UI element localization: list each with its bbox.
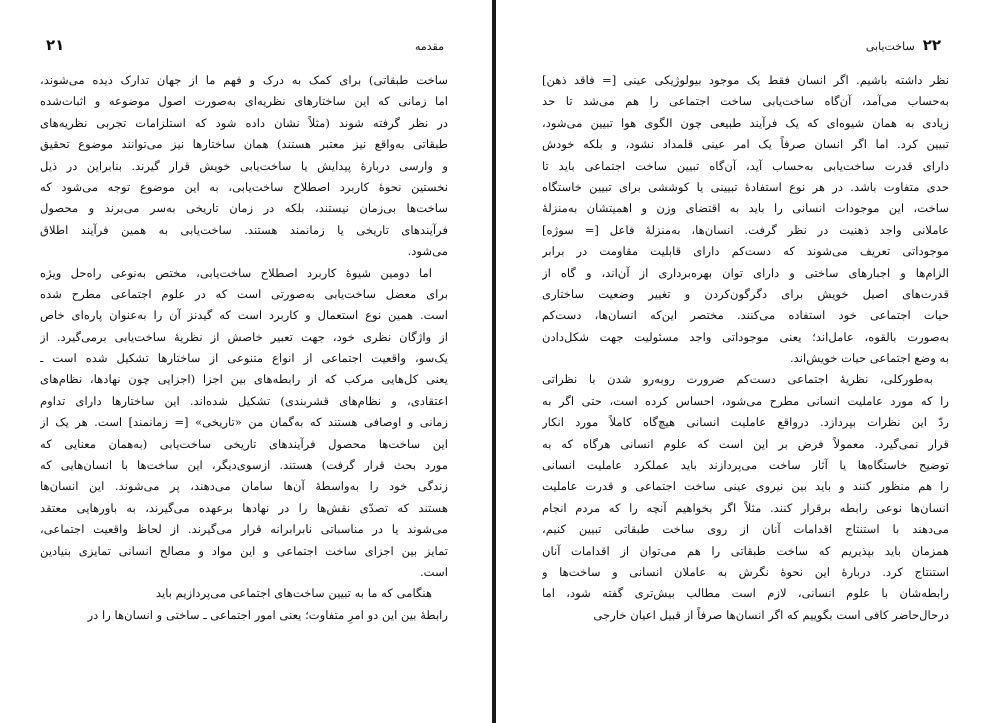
page-body xyxy=(40,70,448,626)
text-line: حیات اجتماعی خود استفاده می‌کنند. مختصر این‌که انسان‌ها، دست‌کم xyxy=(542,308,949,323)
text-line: در نظر گرفته شوند (مثلاً نشان داده شود که استلزامات تجربی نظریه‌های xyxy=(40,115,448,130)
text-line: است. xyxy=(419,564,448,579)
text-line: تبیین کرد. اما اگر انسان صرفاً یک امر عینی قلمداد نشود، و بلکه خودش xyxy=(542,137,949,152)
text-line: حدی متفاوت باشد. در هر نوع استفادهٔ تبیینی یا کوششی برای تبیین خاستگاه xyxy=(542,179,949,194)
text-line: به‌صورت بالقوه، عامل‌اند؛ یعنی موجوداتی واجد مسئولیت جهت شکل‌دادن xyxy=(542,329,949,344)
running-title: ساخت‌یابی xyxy=(865,40,915,53)
book-gutter xyxy=(492,0,496,723)
text-line: می‌شود. xyxy=(407,244,448,259)
text-line: زیادی به همان شیوه‌ای که یک فرآیند طبیعی چون الگوی هوا تبیین می‌شود، xyxy=(542,115,949,130)
text-line: به‌حساب می‌آمد، آن‌گاه ساخت‌یابی ساخت اجتماعی را هم می‌شد تا حد xyxy=(542,94,949,109)
text-line: به‌طورکلی، نظریهٔ اجتماعی دست‌کم ضرورت روبه‌رو شدن با نظراتی xyxy=(542,372,933,387)
page-header xyxy=(546,36,941,58)
text-line: طبقاتی به‌واقع نیز معتبر هستند) همان ساختارها نیز می‌توانند موضوع تحقیق xyxy=(40,137,448,152)
text-line: یعنی کل‌هایی مرکب که از رابطه‌های بین اجزا (اجزایی چون نهادها، نظام‌های xyxy=(40,372,448,387)
text-line: قدرت‌های اصیل خویش برای دگرگون‌کردن و تغییر وضعیت ساختاری xyxy=(542,286,949,301)
text-line: قرار نمی‌گیرد. معمولاً فرض بر این است که علوم انسانی هرگاه که به xyxy=(542,436,949,451)
text-line: یک‌سو، واقعیت اجتماعی از انواع متنوعی از ساختارها تشکیل شده است ـ xyxy=(40,351,448,366)
text-line: برای معضل ساخت‌یابی به‌صورتی است که در علوم اجتماعی مطرح شده xyxy=(40,286,448,301)
text-line: مورد بحث قرار گرفت) هستند. ازسوی‌دیگر، این ساخت‌ها با انسان‌هایی که xyxy=(40,458,448,473)
text-line: اعتقادی، و نظام‌های قشربندی) تشکیل شده‌اند. این ساختارها دارای تداوم xyxy=(40,393,448,408)
text-line: الزام‌ها و اجبارهای ساختی و دارای توان بهره‌برداری از آن‌اند، و گاه از xyxy=(542,265,949,280)
text-line: ساخت، این موجودات انسانی را باید به اقتضای وزن و اهمیتشان به‌منزلهٔ xyxy=(542,201,949,216)
text-line: رابطهٔ بین این دو امرِ متفاوت؛ یعنی امور اجتماعی ـ ساختی و انسان‌ها را در xyxy=(87,607,448,622)
page-body xyxy=(542,70,949,626)
left-page xyxy=(0,0,492,723)
text-line: را که مورد عاملیت انسانی مطرح می‌شود، احساس کرده است، حتی اگر به xyxy=(542,393,949,408)
text-line: را هم منظور کنند و باید بین نیروی عینی ساخت اجتماعی و قدرت عاملیت xyxy=(542,479,949,494)
text-line: این ساخت‌ها محصول فرآیندهای تاریخی ساخت‌یابی (به‌همان معنایی که xyxy=(40,436,448,451)
text-line: تمایز بین اجزای ساخت اجتماعی و این مواد و مصالح انسانی تمایزی بنیادین xyxy=(40,543,448,558)
text-line: دارای قدرت ساخت‌یابی به‌حساب آید، آن‌گاه تبیین ساخت اجتماعی باید تا xyxy=(542,158,949,173)
text-line: از واژگان نظری خود، جهت تعبیر خاصش از نظریهٔ ساخت‌یابی برمی‌گیرد. از xyxy=(40,329,448,344)
text-line: ردّ این نظرات بپردازد. درواقع عاملیت انسانی هیچ‌گاه کاملاً مورد انکار xyxy=(542,415,949,430)
text-line: نخستین نحوهٔ کاربرد اصطلاح ساخت‌یابی، به این موضوع توجه می‌شود که xyxy=(40,179,448,194)
page-number: ۲۱ xyxy=(46,36,65,54)
text-line: ساخت‌ها بی‌زمان نیستند، بلکه در زمان تاریخی به‌سر می‌برند و محصول xyxy=(40,201,448,216)
text-line: زندگی خود را به‌واسطهٔ آن‌ها سامان می‌دهند، پر می‌شوند. این انسان‌ها xyxy=(40,479,448,494)
text-line: زمانی و اوصافی هستند که به‌گمان من «تاریخی» [= زمانمند] است. هر یک از xyxy=(40,415,448,430)
text-line: نظر داشته باشیم. اگر انسان فقط یک موجود بیولوژیکی عینی [= فاقد ذهن] xyxy=(542,73,949,87)
text-line: رابطه‌شان با علوم انسانی، لازم است مطالب بیش‌تری گفته شود، اما xyxy=(542,586,949,601)
page-header xyxy=(46,36,444,58)
text-line: اما دومین شیوهٔ کاربرد اصطلاح ساخت‌یابی، مختص به‌نوعی راه‌حل ویژه xyxy=(40,265,432,280)
text-line: ساخت طبقاتی) برای کمک به درک و فهم ما از جهان تدارک دیده می‌شوند، xyxy=(40,73,448,87)
text-line: است. همین نوع استعمال و کاربرد است که گیدنز آن را به‌عنوان پاره‌ای خاص xyxy=(40,308,448,323)
text-line: اما زمانی که این ساختارهای نظریه‌ای به‌صورت اصول موضوعه و اثبات‌شده xyxy=(40,94,448,109)
right-page xyxy=(496,0,987,723)
text-line: توضیح خاستگاه‌ها یا آثار ساخت می‌پردازند باید عملکرد عاملیت انسانی xyxy=(542,458,949,473)
page-number: ۲۲ xyxy=(922,36,941,54)
text-line: می‌دهند با استنتاج اقدامات آنان از روی ساخت طبقاتی تبیین کنیم، xyxy=(542,522,949,537)
text-line: موجوداتی تعریف می‌شوند که دست‌کم دارای قابلیت مقاومت در برابر xyxy=(542,244,949,259)
text-line: و وارسی درباره‌ٔ پیدایش یا ساخت‌یابی خویش قرار گیرند. بنابراین در ذیل xyxy=(40,158,448,173)
text-line: انسان‌ها نوعی رابطه برقرار کنند. مثلاً اگر بخواهیم آنچه را که مردم انجام xyxy=(542,500,949,515)
text-line: عاملانی واجد ذهنیت در نظر گرفت. انسان‌ها، به‌منزلهٔ فاعل [= سوژه] xyxy=(542,222,949,237)
running-title: مقدمه xyxy=(414,40,444,53)
text-line: استنتاج کرد. دربارهٔ این نحوهٔ نگرش به عاملان انسانی و ساخت‌ها و xyxy=(542,564,949,579)
text-line: به وضع اجتماعی حیات خویش‌اند. xyxy=(790,351,949,366)
text-line: درحال‌حاضر کافی است بگوییم که اگر انسان‌ها صرفاً از قبیل اعیان خارجی xyxy=(593,607,949,622)
text-line: هستند که تصدّی نقش‌ها را در نهادها برعهده می‌گیرند، به باورهایی معتقد xyxy=(40,500,448,515)
text-line: هنگامی که ما به تبیین ساخت‌های اجتماعی می‌پردازیم باید xyxy=(155,586,432,601)
text-line: همزمان باید بپذیریم که ساخت طبقاتی را هم می‌توان از اقدامات آنان xyxy=(542,543,949,558)
text-line: می‌شوند یا در مناسباتی نابرابرانه قرار می‌گیرند. از لحاظ واقعیت اجتماعی، xyxy=(40,522,448,537)
text-line: فرآیندهای تاریخی یا زمانمند هستند. ساخت‌یابی به همین فرآیند اطلاق xyxy=(40,222,448,237)
